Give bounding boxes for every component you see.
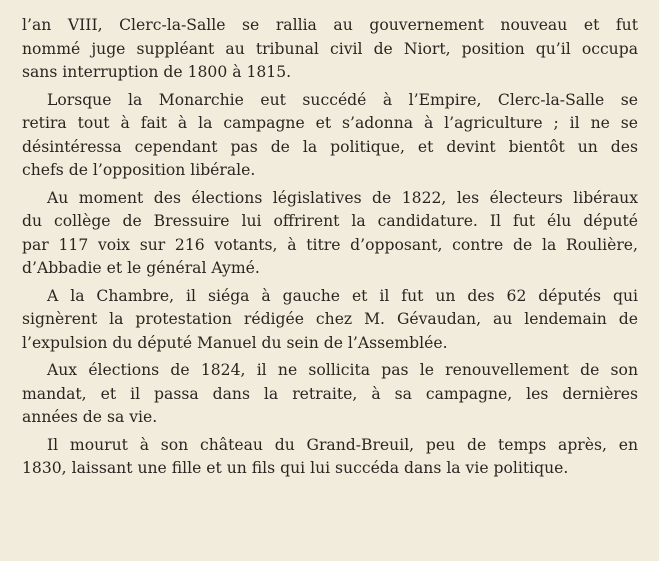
paragraph-3: [22, 187, 638, 281]
text-line: retira tout à fait à la campagne et s’adonna à l’agriculture ; il ne se: [22, 114, 638, 132]
text-line: l’an VIII, Clerc-la-Salle se rallia au gouvernement nouveau et fut: [22, 16, 638, 34]
paragraph-5: [22, 359, 638, 430]
text-line: du collège de Bressuire lui offrirent la candidature. Il fut élu député: [22, 212, 638, 230]
text-line: Lorsque la Monarchie eut succédé à l’Empire, Clerc-la-Salle se: [47, 90, 638, 109]
paragraph-2: [22, 89, 638, 183]
text-line: Il mourut à son château du Grand-Breuil, peu de temps après, en: [47, 435, 638, 454]
text-line: mandat, et il passa dans la retraite, à sa campagne, les dernières: [22, 384, 638, 403]
text-line: signèrent la protestation rédigée chez M. Gévaudan, au lendemain de: [22, 310, 638, 328]
text-line: par 117 voix sur 216 votants, à titre d’opposant, contre de la Roulière,: [22, 235, 638, 254]
paragraph-6: [22, 434, 638, 481]
paragraph-1: [22, 14, 638, 85]
text-line: A la Chambre, il siéga à gauche et il fut un des 62 députés qui: [47, 286, 638, 305]
text-line: nommé juge suppléant au tribunal civil de Niort, position qu’il occupa: [22, 39, 638, 58]
paragraph-4: [22, 285, 638, 356]
body-text: [22, 14, 638, 485]
text-line: sans interruption de 1800 à 1815.: [22, 63, 292, 81]
text-line: l’expulsion du député Manuel du sein de l’Assemblée.: [22, 333, 448, 352]
text-line: Au moment des élections législatives de 1822, les électeurs libéraux: [47, 188, 638, 207]
text-line: chefs de l’opposition libérale.: [22, 161, 256, 179]
text-line: années de sa vie.: [22, 408, 158, 426]
text-line: Aux élections de 1824, il ne sollicita pas le renouvellement de son: [47, 361, 638, 379]
text-line: d’Abbadie et le général Aymé.: [22, 259, 260, 277]
text-line: 1830, laissant une fille et un fils qui lui succéda dans la vie politique.: [22, 459, 569, 477]
text-line: désintéressa cependant pas de la politique, et devint bientôt un des: [22, 137, 638, 156]
